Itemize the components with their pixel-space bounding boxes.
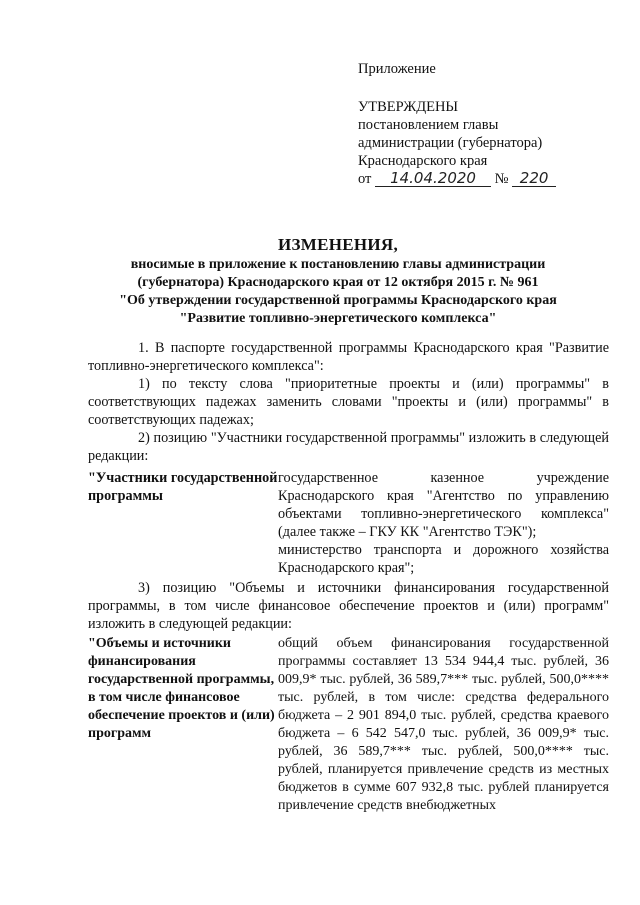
heading-subtitle-4: "Развитие топливно-энергетического комплекса" <box>179 311 497 326</box>
participants-label: "Участники государственной программы <box>88 470 278 504</box>
participants-value-2: министерство транспорта и дорожного хозяйства Краснодарского края"; <box>278 542 609 576</box>
paragraph-item-1: 1. В паспорте государственной программы Краснодарского края "Развитие топливно-энергетического комплекса": <box>88 340 609 374</box>
paragraph-item-1-2: 2) позицию "Участники государственной программы" изложить в следующей редакции: <box>88 430 609 464</box>
approval-line-3: Краснодарского края <box>358 153 488 169</box>
annex-label: Приложение <box>358 61 436 77</box>
number-sign: № <box>494 171 509 187</box>
heading-title: ИЗМЕНЕНИЯ, <box>277 235 399 254</box>
funding-label: "Объемы и источники финансирования государственной программы, в том числе финансовое обеспечение проектов и (или) программ <box>88 636 275 741</box>
heading-subtitle-1: вносимые в приложение к постановлению главы администрации <box>130 257 546 272</box>
approval-line-1: постановлением главы <box>358 117 499 133</box>
heading-subtitle-2: (губернатора) Краснодарского края от 12 октября 2015 г. № 961 <box>137 275 539 290</box>
participants-value <box>278 469 609 577</box>
paragraph-item-1-3: 3) позицию "Объемы и источники финансирования государственной программы, в том числе финансовое обеспечение проектов и (или) программ" изложить в следующей редакции: <box>88 580 609 632</box>
funding-table <box>88 635 609 815</box>
handwritten-number: 220 <box>512 171 556 187</box>
approval-date-line <box>358 170 608 188</box>
funding-value: общий объем финансирования государственной программы составляет 13 534 944,4 тыс. рублей, 36 009,9* тыс. рублей, 36 589,7*** тыс. рублей, 500,0**** тыс. рублей, в том числе: средства федерального бюджета – 2 901 894,0 тыс. рублей, средства краевого бюджета – 6 542 547,0 тыс. рублей, 36 009,9* тыс. рублей, 36 589,7*** тыс. рублей, 500,0**** тыс. рублей, планируется привлечение средств из местных бюджетов в сумме 607 932,8 тыс. рублей планируется привлечение средств внебюджетных <box>278 636 609 813</box>
handwritten-date: 14.04.2020 <box>375 171 491 187</box>
approval-line-2: администрации (губернатора) <box>358 135 543 151</box>
date-prefix: от <box>358 171 372 187</box>
heading-subtitle-3: "Об утверждении государственной программы Краснодарского края <box>119 293 557 308</box>
approval-block <box>358 60 608 188</box>
participants-table <box>88 469 609 577</box>
participants-value-1: государственное казенное учреждение Краснодарского края "Агентство по управлению объектами топливно-энергетического комплекса" (далее также – ГКУ КК "Агентство ТЭК"); <box>278 470 609 540</box>
document-heading <box>88 234 588 328</box>
document-body <box>88 339 609 815</box>
approved-label: УТВЕРЖДЕНЫ <box>358 99 459 115</box>
paragraph-item-1-1: 1) по тексту слова "приоритетные проекты и (или) программы" в соответствующих падежах заменить словами "проекты и (или) программы" в соответствующих падежах; <box>88 376 609 428</box>
